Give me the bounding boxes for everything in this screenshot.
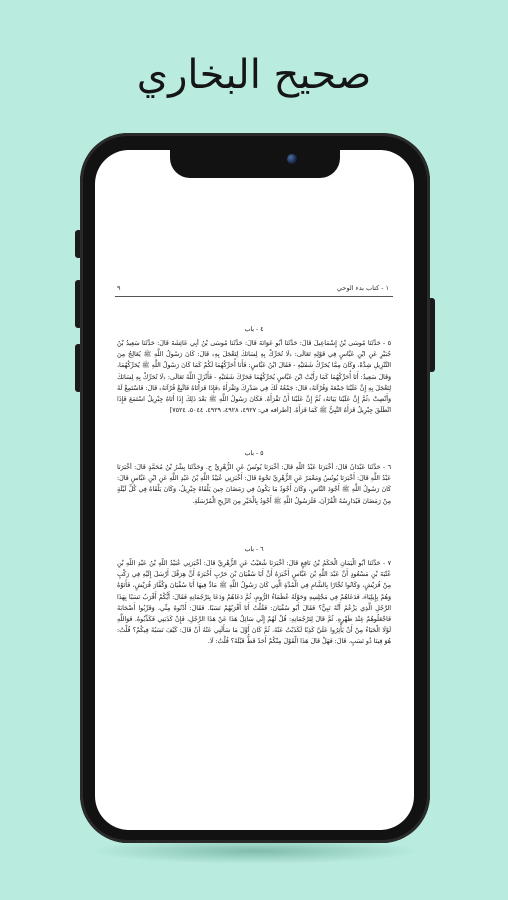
hadith-text: ٧ - حَدَّثَنَا أَبُو الْيَمَانِ الْحَكَمُ بْنُ نَافِعٍ قَالَ: أَخْبَرَنَا شُعَيْبٌ عَنِ الزُّهْرِيِّ قَالَ: أَخْبَرَنِي عُبَيْدُ اللَّهِ بْنُ عَبْدِ اللَّهِ بْنِ عُتْبَةَ بْنِ مَسْعُودٍ أَنَّ عَبْدَ اللَّهِ بْنَ عَبَّاسٍ أَخْبَرَهُ أَنَّ أَبَا سُفْيَانَ بْنَ حَرْبٍ أَخْبَرَهُ أَنَّ هِرَقْلَ أَرْسَلَ إِلَيْهِ فِي رَكْبٍ مِنْ قُرَيْشٍ، وَكَانُوا تُجَّارًا بِالشَّامِ فِي الْمُدَّةِ الَّتِي كَانَ رَسُولُ اللَّهِ ﷺ مَادَّ فِيهَا أَبَا سُفْيَانَ وَكُفَّارَ قُرَيْشٍ، فَأَتَوْهُ وَهُمْ بِإِيلِيَاءَ، فَدَعَاهُمْ فِي مَجْلِسِهِ وَحَوْلَهُ عُظَمَاءُ الرُّومِ، ثُمَّ دَعَاهُمْ وَدَعَا بِتَرْجُمَانِهِ فَقَالَ: أَيُّكُمْ أَقْرَبُ نَسَبًا بِهَذَا الرَّجُلِ الَّذِي يَزْعُمُ أَنَّهُ نَبِيٌّ؟ فَقَالَ أَبُو سُفْيَانَ: فَقُلْتُ أَنَا أَقْرَبُهُمْ نَسَبًا. فَقَالَ: أَدْنُوهُ مِنِّي، وَقَرِّبُوا أَصْحَابَهُ فَاجْعَلُوهُمْ عِنْدَ ظَهْرِهِ. ثُمَّ قَالَ لِتَرْجُمَانِهِ: قُلْ لَهُمْ إِنِّي سَائِلٌ هَذَا عَنْ هَذَا الرَّجُلِ، فَإِنْ كَذَبَنِي فَكَذِّبُوهُ. فَوَاللَّهِ لَوْلَا الْحَيَاءُ مِنْ أَنْ يَأْثِرُوا عَلَيَّ كَذِبًا لَكَذَبْتُ عَنْهُ. ثُمَّ كَانَ أَوَّلَ مَا سَأَلَنِي عَنْهُ أَنْ قَالَ: كَيْفَ نَسَبُهُ فِيكُمْ؟ قُلْتُ: هُوَ فِينَا ذُو نَسَبٍ. قَالَ: فَهَلْ قَالَ هَذَا الْقَوْلَ مِنْكُمْ أَحَدٌ قَطُّ قَبْلَهُ؟ قُلْتُ: لَا. [117,560,391,646]
chapter-heading: ٤ - باب [244,326,264,333]
hadith-text: ٥ - حَدَّثَنَا مُوسَى بْنُ إِسْمَاعِيلَ قَالَ: حَدَّثَنَا أَبُو عَوَانَةَ قَالَ: حَدَّثَنَا مُوسَى بْنُ أَبِي عَائِشَةَ قَالَ: حَدَّثَنَا سَعِيدُ بْنُ جُبَيْرٍ عَنِ ابْنِ عَبَّاسٍ فِي قَوْلِهِ تَعَالَى: ﴿لَا تُحَرِّكْ بِهِ لِسَانَكَ لِتَعْجَلَ بِهِ﴾ قَالَ: كَانَ رَسُولُ اللَّهِ ﷺ يُعَالِجُ مِنَ التَّنْزِيلِ شِدَّةً، وَكَانَ مِمَّا يُحَرِّكُ شَفَتَيْهِ - فَقَالَ ابْنُ عَبَّاسٍ: فَأَنَا أُحَرِّكُهُمَا لَكُمْ كَمَا كَانَ رَسُولُ اللَّهِ ﷺ يُحَرِّكُهُمَا، وَقَالَ سَعِيدٌ: أَنَا أُحَرِّكُهُمَا كَمَا رَأَيْتُ ابْنَ عَبَّاسٍ يُحَرِّكُهُمَا فَحَرَّكَ شَفَتَيْهِ - فَأَنْزَلَ اللَّهُ تَعَالَى: ﴿لَا تُحَرِّكْ بِهِ لِسَانَكَ لِتَعْجَلَ بِهِ إِنَّ عَلَيْنَا جَمْعَهُ وَقُرْآنَهُ﴾ قَالَ: جَمْعُهُ لَكَ فِي صَدْرِكَ وَتَقْرَأَهُ ﴿فَإِذَا قَرَأْنَاهُ فَاتَّبِعْ قُرْآنَهُ﴾ قَالَ: فَاسْتَمِعْ لَهُ وَأَنْصِتْ ﴿ثُمَّ إِنَّ عَلَيْنَا بَيَانَهُ﴾ ثُمَّ إِنَّ عَلَيْنَا أَنْ تَقْرَأَهُ. فَكَانَ رَسُولُ اللَّهِ ﷺ بَعْدَ ذَلِكَ إِذَا أَتَاهُ جِبْرِيلُ اسْتَمَعَ فَإِذَا انْطَلَقَ جِبْرِيلُ قَرَأَهُ النَّبِيُّ ﷺ كَمَا قَرَأَهُ. [أطرافه في: ٤٩٢٧، ٤٩٢٨، ٤٩٢٩، ٥٠٤٤، ٧٥٢٤] [117,340,391,415]
book-page-header [115,282,393,297]
front-camera-icon [287,154,297,164]
hadith-text: ٦ - حَدَّثَنَا عَبْدَانُ قَالَ: أَخْبَرَنَا عَبْدُ اللَّهِ قَالَ: أَخْبَرَنَا يُونُسُ عَنِ الزُّهْرِيِّ ح. وَحَدَّثَنَا بِشْرُ بْنُ مُحَمَّدٍ قَالَ: أَخْبَرَنَا عَبْدُ اللَّهِ قَالَ: أَخْبَرَنَا يُونُسُ وَمَعْمَرٌ عَنِ الزُّهْرِيِّ نَحْوَهُ قَالَ: أَخْبَرَنِي عُبَيْدُ اللَّهِ بْنُ عَبْدِ اللَّهِ عَنِ ابْنِ عَبَّاسٍ قَالَ: كَانَ رَسُولُ اللَّهِ ﷺ أَجْوَدَ النَّاسِ، وَكَانَ أَجْوَدُ مَا يَكُونُ فِي رَمَضَانَ حِينَ يَلْقَاهُ جِبْرِيلُ، وَكَانَ يَلْقَاهُ فِي كُلِّ لَيْلَةٍ مِنْ رَمَضَانَ فَيُدَارِسُهُ الْقُرْآنَ، فَلَرَسُولُ اللَّهِ ﷺ أَجْوَدُ بِالْخَيْرِ مِنَ الرِّيحِ الْمُرْسَلَةِ. [117,464,391,505]
chapter-heading: ٥ - باب [244,450,264,457]
chapter-heading: ٦ - باب [244,546,264,553]
promo-title: صحيح البخاري [136,52,372,98]
phone-notch [170,150,340,178]
phone-screen [95,150,414,830]
running-title: ١ - كتاب بدء الوحي [337,284,389,292]
page-number: ٩ [117,284,121,292]
